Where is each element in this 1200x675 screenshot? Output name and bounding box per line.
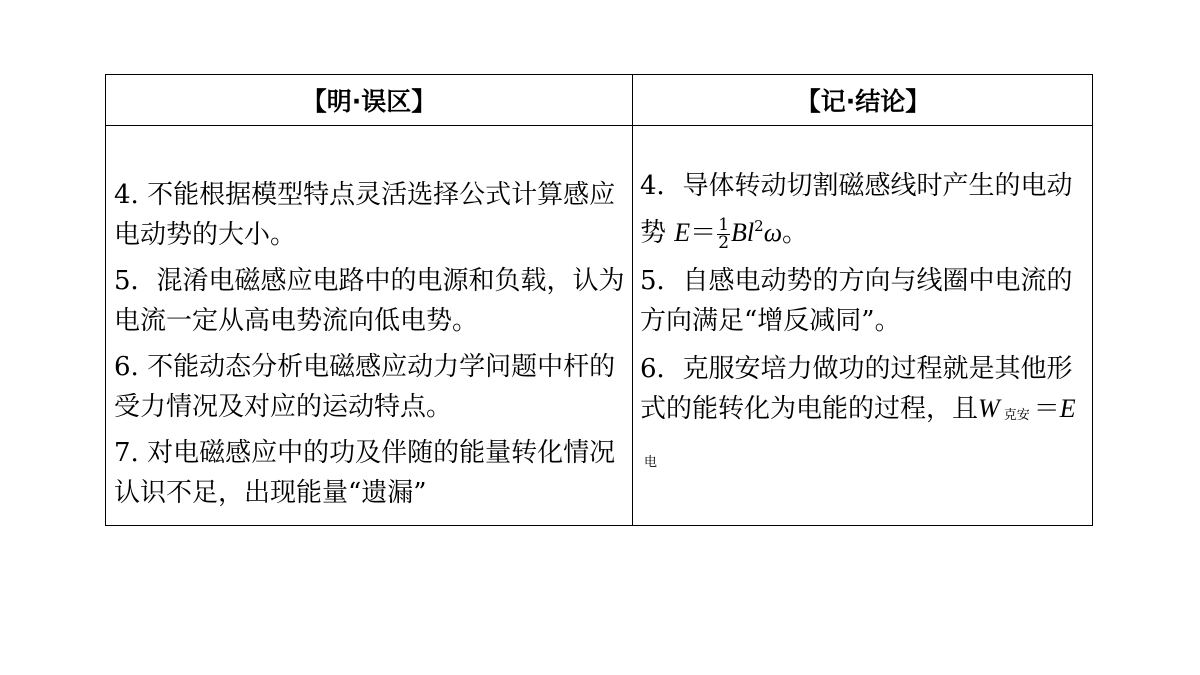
conclusion-4-text: 4．导体转动切割磁感线时产生的电动势 [640, 171, 1073, 248]
conclusions-cell [640, 166, 1088, 491]
formula-omega: ω [763, 218, 783, 247]
header-row-divider [106, 125, 1092, 126]
header-mistakes: 【明·误区】 [301, 87, 437, 116]
formula-equals-2: ＝ [1033, 394, 1060, 424]
mistake-item-6: 6. 不能动态分析电磁感应动力学问题中杆的受力情况及对应的运动特点。 [114, 352, 616, 422]
conclusion-item-4 [640, 166, 1088, 253]
mistakes-cell [114, 175, 628, 519]
formula-subscript-e: 电 [644, 455, 658, 470]
formula-subscript-w: 克安 [1003, 408, 1030, 423]
comparison-table [105, 74, 1093, 526]
formula-fraction [717, 214, 730, 253]
formula-var-b: B [731, 218, 747, 247]
formula-superscript: 2 [754, 217, 764, 235]
formula-equals: ＝ [690, 218, 717, 248]
formula-var-e2: E [1059, 394, 1076, 423]
conclusion-item-6 [640, 349, 1088, 483]
formula-var-w: W [978, 394, 1000, 423]
formula-var-l: l [746, 218, 755, 247]
fraction-denominator: 2 [718, 232, 730, 253]
mistake-item-4: 4. 不能根据模型特点灵活选择公式计算感应电动势的大小。 [114, 180, 616, 250]
header-conclusions: 【记·结论】 [795, 87, 931, 116]
formula-var-e: E [674, 218, 691, 247]
fraction-numerator: 1 [718, 214, 730, 235]
mistake-item-5: 5．混淆电磁感应电路中的电源和负载，认为电流一定从高电势流向低电势。 [114, 266, 625, 336]
column-divider [632, 75, 633, 525]
conclusion-item-5: 5．自感电动势的方向与线圈中电流的方向满足“增反减同”。 [640, 266, 1073, 336]
mistake-item-7: 7. 对电磁感应中的功及伴随的能量转化情况认识不足，出现能量“遗漏” [114, 438, 616, 508]
formula-end: 。 [782, 218, 809, 248]
conclusion-6-text: 6．克服安培力做功的过程就是其他形式的能转化为电能的过程，且 [640, 354, 1073, 424]
